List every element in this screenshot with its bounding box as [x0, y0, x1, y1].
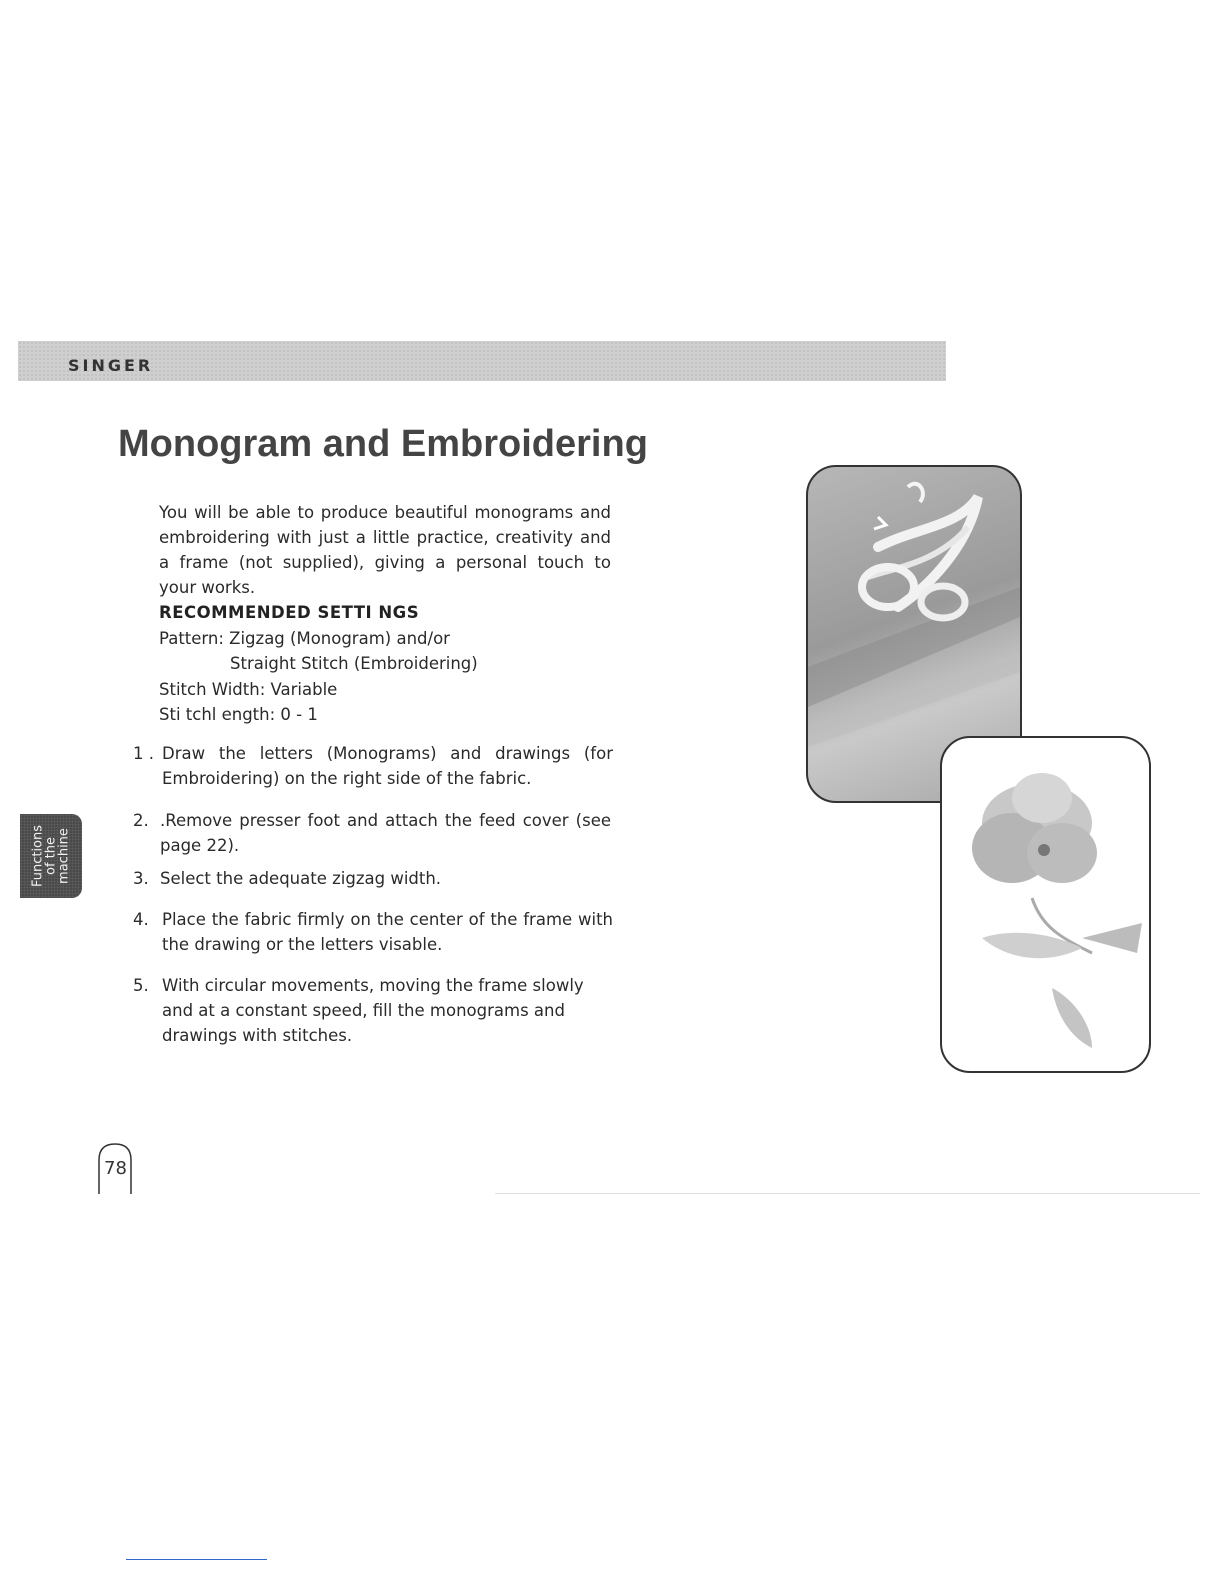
section-tab — [20, 814, 82, 898]
setting-pattern-straight: Straight Stitch (Embroidering) — [230, 654, 478, 673]
step-text: Select the adequate zigzag width. — [160, 869, 442, 888]
divider — [495, 1193, 1200, 1194]
section-tab-label: Functions of the machine — [30, 824, 72, 888]
step-text: .Remove presser foot and attach the feed cover (see page 22). — [160, 811, 611, 855]
page-number: 78 — [104, 1158, 127, 1179]
embroidery-photo — [940, 736, 1151, 1073]
step-number: 1 . — [133, 744, 154, 763]
intro-paragraph: You will be able to produce beautiful monograms and embroidering with just a little practice, creativity and a frame (not supplied), giving a personal touch to your works. — [159, 503, 611, 597]
flower-embroidery-illustration — [942, 738, 1149, 1071]
brand-name: SINGER — [68, 356, 154, 375]
header-bar — [18, 341, 946, 381]
step-number: 4. — [133, 910, 149, 929]
setting-pattern: Pattern: Zigzag (Monogram) and/or — [159, 629, 450, 648]
footer-line — [126, 1559, 267, 1560]
step-number: 5. — [133, 976, 149, 995]
setting-stitch-width: Stitch Width: Variable — [159, 680, 338, 699]
page-title: Monogram and Embroidering — [118, 423, 648, 465]
recommended-settings-heading: RECOMMENDED SETTI NGS — [159, 603, 420, 622]
step-text: Draw the letters (Monograms) and drawings (for Embroidering) on the right side of the fabric. — [162, 744, 613, 788]
step-text: Place the fabric firmly on the center of the frame with the drawing or the letters visable. — [162, 910, 613, 954]
step-text: With circular movements, moving the frame slowly and at a constant speed, fill the monograms and drawings with stitches. — [162, 976, 584, 1045]
page-number-badge — [98, 1142, 132, 1194]
step-number: 3. — [133, 869, 149, 888]
setting-stitch-length: Sti tchl ength: 0 - 1 — [159, 705, 318, 724]
step-number: 2. — [133, 811, 149, 830]
